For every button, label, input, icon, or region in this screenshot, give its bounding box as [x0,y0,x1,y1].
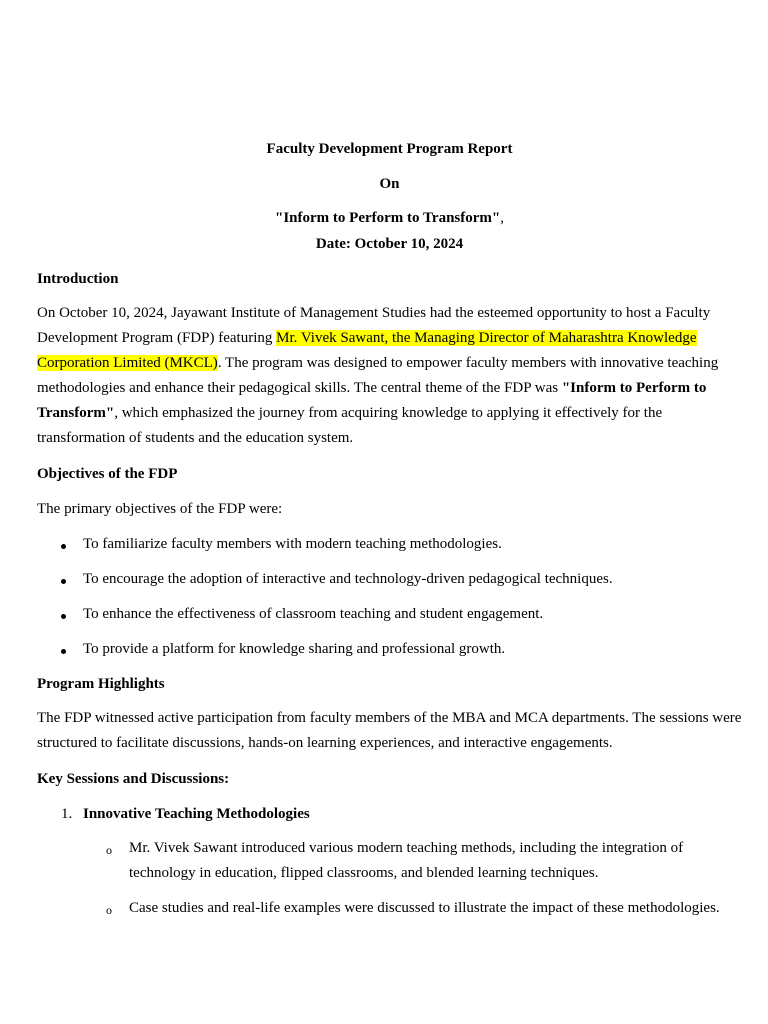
report-theme-text: "Inform to Perform to Transform" [275,210,501,226]
circle-bullet-icon: o [106,903,112,917]
introduction-paragraph [37,301,742,451]
bullet-icon [61,614,66,619]
list-item [83,641,505,658]
session-title-text: Innovative Teaching Methodologies [83,806,310,822]
intro-highlight: Mr. Vivek Sawant, the Managing Director of Maharashtra Knowledge Corporation Limited (MKCL) [37,330,697,371]
list-item [83,571,613,588]
session-point-text: Mr. Vivek Sawant introduced various modern teaching methods, including the integration of technology in education, flipped classrooms, and blended learning techniques. [129,840,684,881]
intro-text-middle: . The program was designed to empower faculty members with innovative teaching methodologies and enhance their pedagogical skills. The central theme of the FDP was [37,355,719,396]
objectives-heading: Objectives of the FDP [37,466,178,482]
bullet-icon [61,544,66,549]
list-item [83,536,502,553]
intro-theme-bold: "Inform to Perform to Transform" [37,380,707,421]
report-on: On [379,176,400,192]
list-item [83,606,543,623]
introduction-heading: Introduction [37,271,119,287]
list-item-text: To provide a platform for knowledge sharing and professional growth. [83,641,506,657]
circle-bullet-icon: o [106,843,112,857]
session-number: 1. [61,806,73,822]
report-date: Date: October 10, 2024 [315,236,464,252]
report-title: Faculty Development Program Report [266,141,513,157]
session-point-text: Case studies and real-life examples were discussed to illustrate the impact of these methodologies. [129,900,720,916]
report-theme [37,210,742,227]
objectives-lead: The primary objectives of the FDP were: [37,501,283,517]
intro-text-before: On October 10, 2024, Jayawant Institute of Management Studies had the esteemed opportunity to host a Faculty Development Program (FDP) featuring [37,305,711,346]
bullet-icon [61,579,66,584]
highlights-heading: Program Highlights [37,676,165,692]
list-item-text: To familiarize faculty members with modern teaching methodologies. [83,536,502,552]
intro-text-after: , which emphasized the journey from acquiring knowledge to applying it effectively for the transformation of students and the education system. [37,405,663,446]
session-point [106,896,749,921]
list-item-text: To enhance the effectiveness of classroom teaching and student engagement. [83,606,544,622]
list-item-text: To encourage the adoption of interactive and technology-driven pedagogical techniques. [83,571,613,587]
session-point [106,836,749,886]
session-title [61,806,310,823]
bullet-icon [61,649,66,654]
highlights-paragraph: The FDP witnessed active participation from faculty members of the MBA and MCA departments. The sessions were structured to facilitate discussions, hands-on learning experiences, and interactive engagements. [37,710,742,751]
sessions-heading: Key Sessions and Discussions: [37,771,230,787]
report-theme-comma: , [500,210,504,226]
